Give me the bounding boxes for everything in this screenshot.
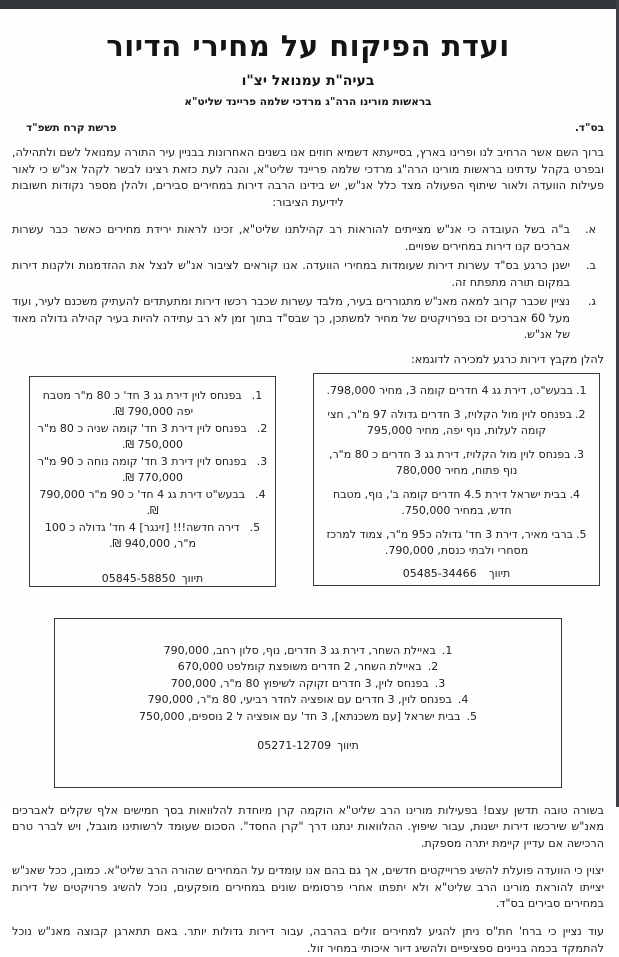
- item-number: 2.: [427, 660, 439, 674]
- item-number: 4.: [255, 487, 266, 501]
- broker-line: [65, 739, 551, 752]
- item-number: 3.: [256, 454, 268, 468]
- listing-box-right: [313, 373, 600, 586]
- item-text: בפנחס לוין מול הקלויז, 3 חדרים גדולה 97 מ"ר, חצי קומה לעלות, נוף יפה, מחיר 795,000: [327, 408, 572, 437]
- item-text: בפנחס לוין מול הקלויז, דירת גג 3 חדרים כ 80 מ"ר, נוף פתוח, מחיר 780,000: [328, 448, 571, 477]
- item-number: 2.: [256, 421, 268, 435]
- item-text: בבעש"ט, דירת גג 4 חדרים קומה 3, מחיר 798,000.: [326, 383, 573, 397]
- item-text: באיילת השחר, דירת גג 3 חדרים, נוף, סלון רחב, 790,000: [163, 643, 436, 657]
- apartment-item: [322, 447, 591, 478]
- intro-paragraph: ברוך השם אשר הרחיב לנו ופרינו בארץ, בסייעתא דשמיא חוזים אנו בשנים האחרונות בבניין עיר התורה עמנואל לשם ולתהילה, ובפרט בקהל עדתינו בראשות מורינו הרה"ג מרדכי שלמה פריינד שליט"א, והנה לעת כזאת רצינו לבשר לקהל אנ"ש כי לאור פעילות הוועדה ולאור שיתוף הפעולה מצד כלל אנ"ש, יש בידינו הרבה דירות במחירים סבירים, ולהלן מספר נקודות חשובות לידיעת הציבור:: [12, 146, 604, 209]
- broker-label: תיווך: [337, 739, 359, 753]
- item-text: באיילת השחר, 2 חדרים משופצת קומלפט 670,000: [177, 660, 422, 674]
- page-title: ועדת הפיקוח על מחירי הדיור: [106, 29, 510, 63]
- apartment-item: [36, 388, 269, 420]
- broker-phone: 05845-58850: [101, 571, 176, 585]
- item-text: בפנחס לוין דירת 3 חד' קומה שניה כ 80 מ"ר 750,000 ₪.: [37, 421, 247, 451]
- point-marker: ג.: [587, 295, 596, 309]
- apartment-item: [65, 643, 551, 660]
- apartment-item: [36, 520, 269, 552]
- item-text: בבית ישראל [עם משכנתא], 3 חד' עם אופציה ל 2 נוספים, 750,000: [139, 709, 461, 723]
- item-text: בפנחס לוין דירת 3 חד' קומה נוחה כ 90 מ"ר 770,000 ₪.: [37, 454, 247, 484]
- item-number: 5.: [249, 520, 261, 534]
- point-text: נציין שכבר קרוב למאה מאנ"ש מתגוררים בעיר, מלבד עשרות שכבר רכשו דירות ומתעתדים להעתיק משכנם לעיר, ועוד מעל 60 אברכים זכו בפרויקטים של מחיר למשתכן, כך שבס"ד בתוך זמן לא רב עתידה להיות בעיר קהילה גדולה מאוד של אנ"ש.: [12, 295, 570, 342]
- broker-label: תיווך: [181, 571, 204, 585]
- point-marker: א.: [584, 223, 596, 237]
- item-number: 1.: [251, 388, 263, 402]
- listing-box-bottom: [54, 618, 562, 788]
- item-number: 4.: [457, 693, 469, 707]
- broker-phone: 05271-12709: [257, 739, 332, 753]
- broker-line: [322, 567, 591, 580]
- viewer-top-bar: [0, 0, 619, 9]
- item-number: 5.: [576, 528, 587, 542]
- listing-box-left: [29, 376, 276, 587]
- item-number: 5.: [466, 709, 477, 723]
- closing-paragraph-loan-fund: בשורה טובה תדשן עצם! בפעילות מורינו הרב שליט"א הוקמה קרן מיוחדת להלוואות בסך חמישים אלף שקלים לאברכים מאנ"ש שירכשו דירות ישנות, עבור שיפוץ. ההלוואות ינתנו דרך "קרן החסד". הסכום שעומד לרשותינו מוגבל, ויש לברר טרם הרכישה אם עדיין קיימת יתרה מספקת.: [12, 803, 604, 850]
- apartment-item: [322, 527, 591, 558]
- item-number: 3.: [573, 448, 585, 462]
- listing-boxes-row: [12, 373, 604, 587]
- closing-paragraph-chatam-sofer: עוד נציין כי ברח' חת"ס ניתן להגיע למחירים זולים בהרבה, עבור דירות גדולות יותר. באם תתארגן קבוצה מאנ"ש נוכל להתמקד בכמה בניינים ספציפיים ולהשיג דיור איכותי במחיר זול.: [12, 925, 604, 955]
- item-text: בבית ישראל דירת 4.5 חדרים קומה ב', נוף, מטבח חדש, במחיר 750,000.: [333, 488, 567, 517]
- meta-row: [12, 122, 604, 134]
- point-text: ב"ה בשל העובדה כי אנ"ש מצייתים להוראות רב קהילתנו שליט"א, זכינו לראות ירידת מחירים כאשר כבר עשרות אברכים קנו דירות במחירים שפויים.: [12, 223, 570, 253]
- closing-paragraph-new-projects: יצוין כי הוועדה פועלת להשיג פרוייקטים חדשים, אך גם בהם אנו עומדים על המחירים שהורה הרב שליט"א. כמובן, ככל שאנ"ש יצייתו להוראת מורינו הרב שליט"א ולא יתפתו אחרי פרסומים שונים במחירים מופקעים, נוכל להשיג פרויקטים של דירות במחירים סבירים בס"ד.: [12, 864, 604, 911]
- point-item-bet: [12, 258, 604, 291]
- leadership-line: בראשות מורינו הרה"ג מרדכי שלמה פריינד שליט"א: [184, 96, 432, 108]
- community-points-list: [12, 222, 604, 344]
- point-text: ישנן כרגע בס"ד עשרות דירות שעומדות במחירי הוועדה. אנו קוראים לציבור אנ"ש לנצל את ההזדמנות ולקנות דירות במקום תורה מתפתח זה.: [12, 259, 570, 289]
- item-number: 4.: [569, 488, 580, 502]
- broker-line: [36, 572, 269, 585]
- apartment-item: [322, 407, 591, 438]
- bsd-note: בס"ד.: [574, 122, 604, 134]
- item-text: בפנחס לוין, 3 חדרים זקוקה לשיפוץ 80 מ"ר, 700,000: [170, 676, 429, 690]
- apartment-item: [322, 487, 591, 518]
- apartment-item: [65, 709, 551, 726]
- apartment-item: [65, 692, 551, 709]
- item-text: בפנחס לוין, 3 חדרים עם אופציה לחדר רביעי, 80 מ"ר, 790,000: [147, 693, 452, 707]
- apartment-item: [36, 421, 269, 453]
- broker-label: תיווך: [488, 567, 511, 581]
- point-item-gimel: [12, 294, 604, 344]
- apartment-item: [36, 487, 269, 519]
- parsha-date: פרשת קרח תשפ"ד: [26, 122, 117, 134]
- item-number: 1.: [575, 383, 587, 397]
- item-text: בפנחס לוין דירת גג 3 חד' כ 80 מ"ר מטבח יפה 790,000 ₪.: [42, 388, 242, 418]
- item-number: 3.: [434, 676, 446, 690]
- item-number: 2.: [574, 408, 586, 422]
- closing-section: [12, 803, 604, 957]
- item-text: דירה חדשה!!! [זינגר] 4 חד' גדולה כ 100 מ"ר, 940,000 ₪.: [44, 520, 240, 550]
- document-page: [0, 9, 616, 955]
- point-marker: ב.: [585, 259, 596, 273]
- city-subtitle: בעיה"ת עמנואל יצ"ו: [241, 73, 375, 89]
- listings-intro-line: להלן מקבץ דירות כרגע למכירה לדוגמא:: [410, 352, 604, 366]
- broker-phone: 05485-34466: [402, 567, 477, 581]
- apartment-item: [322, 383, 591, 399]
- item-text: ברבי מאיר, דירת 3 חד' גדולה כ95 מ"ר, צמוד למרכז מסחרי ולבתי כנסת, 790,000.: [326, 528, 574, 557]
- apartment-item: [65, 659, 551, 676]
- item-text: בבעש"ט דירת גג 4 חד' כ 90 מ"ר 790,000 ₪.: [39, 487, 246, 517]
- point-item-alef: [12, 222, 604, 255]
- item-number: 1.: [441, 643, 453, 657]
- apartment-item: [36, 454, 269, 486]
- apartment-item: [65, 676, 551, 693]
